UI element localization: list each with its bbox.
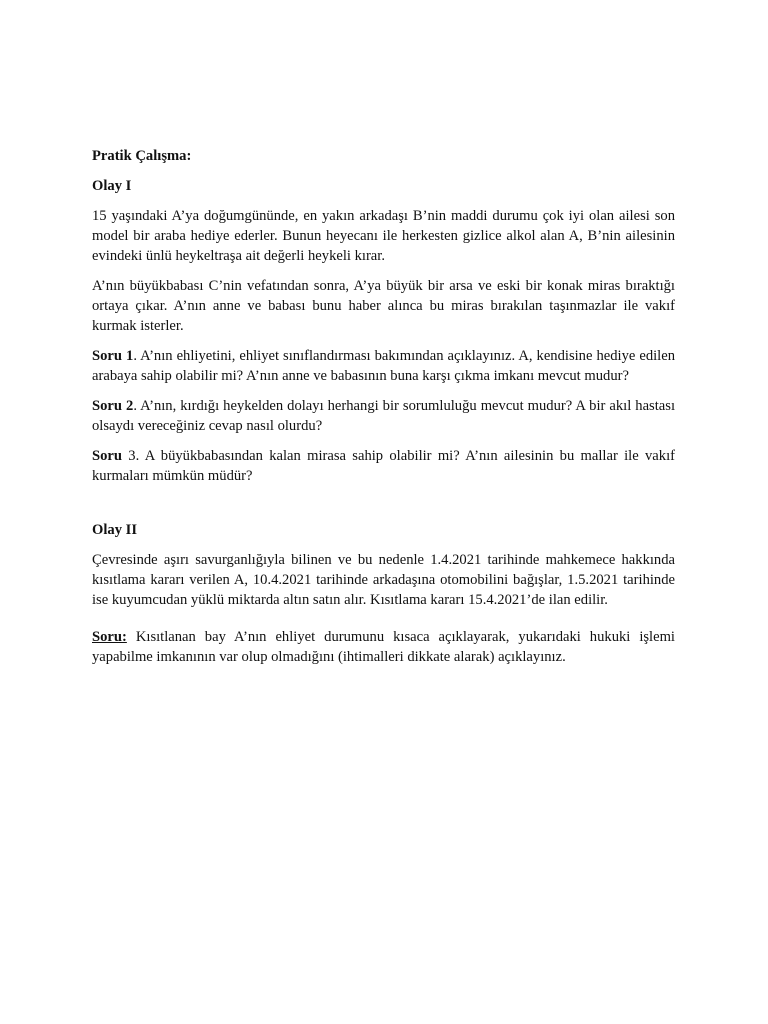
question-2-text: . A’nın, kırdığı heykelden dolayı herhangi bir sorumluluğu mevcut mudur? A bir akıl hastası olsaydı vereceğiniz cevap nasıl olurdu?	[92, 398, 675, 434]
question-3-text: 3. A büyükbabasından kalan mirasa sahip olabilir mi? A’nın ailesinin bu mallar ile vakıf kurmaları mümkün müdür?	[92, 448, 675, 484]
case-1-paragraph-1: 15 yaşındaki A’ya doğumgününde, en yakın arkadaşı B’nin maddi durumu çok iyi olan ailesi son model bir araba hediye ederler. Bunun heyecanı ile herkesten gizlice alkol alan A, B’nin ailesinin evindeki ünlü heykeltraşa ait değerli heykeli kırar.	[92, 208, 675, 264]
question-1	[92, 346, 675, 386]
question-2	[92, 396, 675, 436]
question-2-label: Soru 2	[92, 398, 134, 414]
question-3	[92, 446, 675, 486]
case-2-paragraph: Çevresinde aşırı savurganlığıyla bilinen ve bu nedenle 1.4.2021 tarihinde mahkemece hakkında kısıtlama kararı verilen A, 10.4.2021 tarihinde arkadaşına otomobilini bağışlar, 1.5.2021 tarihinde ise kuyumcudan yüklü miktarda altın satın alır. Kısıtlama kararı 15.4.2021’de ilan edilir.	[92, 552, 675, 608]
case-2-heading: Olay II	[92, 522, 138, 538]
document-page	[92, 146, 675, 677]
question-3-label: Soru	[92, 448, 123, 464]
case-2-question-text: Kısıtlanan bay A’nın ehliyet durumunu kısaca açıklayarak, yukarıdaki hukuki işlemi yapabilme imkanının var olup olmadığını (ihtimalleri dikkate alarak) açıklayınız.	[92, 629, 675, 665]
case-1-paragraph-2: A’nın büyükbabası C’nin vefatından sonra, A’ya büyük bir arsa ve eski bir konak miras bıraktığı ortaya çıkar. A’nın anne ve babası bunu haber alınca bu miras bırakılan taşınmazlar ile vakıf kurmak isterler.	[92, 278, 675, 334]
question-1-text: . A’nın ehliyetini, ehliyet sınıflandırması bakımından açıklayınız. A, kendisine hediye edilen arabaya sahip olabilir mi? A’nın anne ve babasının buna karşı çıkma imkanı mevcut mudur?	[92, 348, 675, 384]
document-title: Pratik Çalışma:	[92, 148, 192, 164]
case-2-question-label: Soru:	[92, 629, 127, 645]
case-2-question	[92, 627, 675, 667]
case-1-heading: Olay I	[92, 178, 132, 194]
question-1-label: Soru 1	[92, 348, 134, 364]
